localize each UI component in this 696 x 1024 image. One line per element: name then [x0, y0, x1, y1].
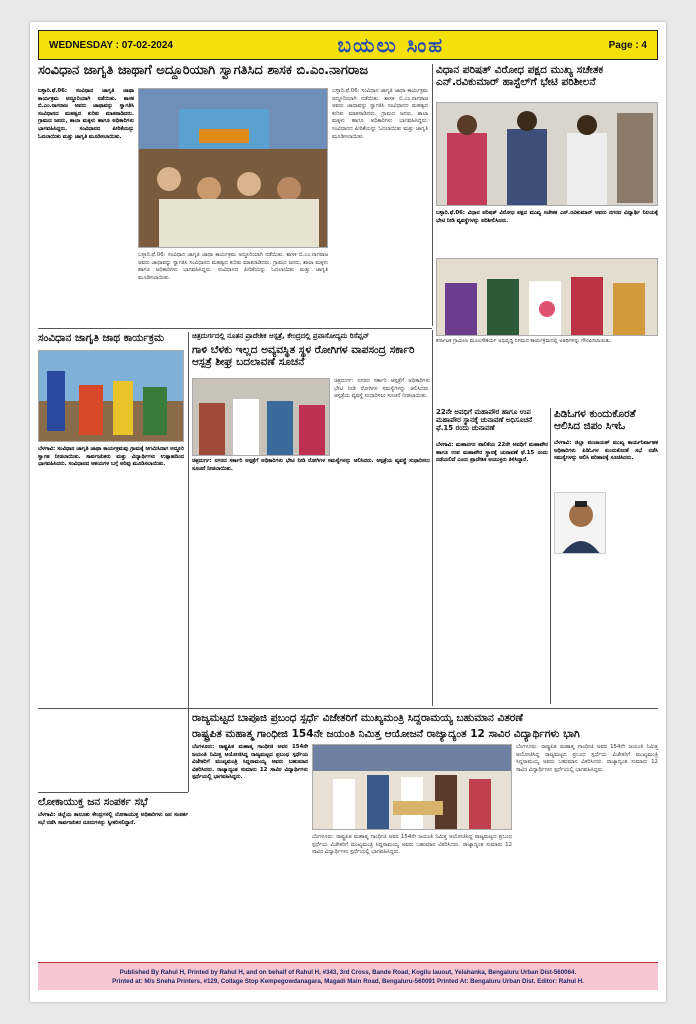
article-2-photo-1: [436, 102, 658, 206]
article-3-body: ಬೆಳಗಾವಿ: ಸಂವಿಧಾನ ಜಾಗೃತಿ ಜಾಥಾ ಕಾರ್ಯಕ್ರಮವು ಗ್ರಾಮಕ್ಕೆ ಆಗಮಿಸಿದಾಗ ಅದ್ದೂರಿ ಸ್ವಾಗತ ನೀಡಲಾಯಿತು. ಸಾರ್ವಜನಿಕರು ಮತ್ತು ವಿದ್ಯಾರ್ಥಿಗಳು ಉತ್ಸಾಹದಿಂದ ಭಾಗವಹಿಸಿದರು. ಸಂವಿಧಾನದ ಆಶಯಗಳ ಬಗ್ಗೆ ಅರಿವು ಮೂಡಿಸಲಾಯಿತು.: [38, 446, 184, 468]
article-6-headline: ಪಿಡಿಓಗಳ ಕುಂದುಕೊರತೆ ಆಲಿಸಿದ ಜಿಪಂ ಸಿಇಓ: [554, 408, 636, 433]
article-4-body-side: ಚಿತ್ರದುರ್ಗ: ನಗರದ ಸರ್ಕಾರಿ ಆಸ್ಪತ್ರೆಗೆ ಅಧಿಕಾರಿಗಳು ಭೇಟಿ ನೀಡಿ ರೋಗಿಗಳ ಸಮಸ್ಯೆಗಳನ್ನು ಆಲಿಸಿದರು. ಆಸ್ಪತ್ರೆಯ ವ್ಯವಸ್ಥೆ ಸುಧಾರಿಸಲು ಸೂಚನೆ ನೀಡಲಾಯಿತು.: [334, 378, 430, 400]
article-4-photo: [192, 378, 330, 456]
article-3-photo: [38, 350, 184, 442]
article-4-headline: ಗಾಳಿ ಬೆಳಕು ಇಲ್ಲದ ಅವ್ಯವಸ್ಥಿತ ಸ್ಥಳ ರೋಗಿಗಳ ವಾಪಸಂದ್ರ ಸರ್ಕಾರಿ ಆಸ್ಪತ್ರೆ ಶೀಘ್ರ ಬದಲಾವಣೆ ಸೂಚನೆ: [192, 344, 415, 369]
article-7-photo: [312, 744, 512, 830]
article-4-kicker: ಚಿತ್ರದುರ್ಗದಲ್ಲಿ ನೂತನ ಪ್ರಾದೇಶಿಕ ಆಸ್ಪತ್ರೆ, ಕೇಂದ್ರದಲ್ಲಿ ಪ್ರವಾಸೋದ್ಯಮ ರಿಸೆಪ್ಷನ್: [192, 332, 370, 340]
paper-title: ಬಯಲು ಸಿಂಹ: [337, 33, 445, 57]
article-3-headline: ಸಂವಿಧಾನ ಜಾಗೃತಿ ಜಾಥ ಕಾರ್ಯಕ್ರಮ: [38, 332, 165, 344]
article-5-body: ಬೆಳಗಾವಿ: ಮಹಾನಗರ ಪಾಲಿಕೆಯ 22ನೇ ಅವಧಿಗೆ ಮಹಾಪೌರ ಹಾಗೂ ಉಪ ಮಹಾಪೌರ ಸ್ಥಾನಕ್ಕೆ ಚುನಾವಣೆ ಫೆ.15 ರಂದು ನಡೆಯಲಿದೆ ಎಂದು ಪ್ರಾದೇಶಿಕ ಆಯುಕ್ತರು ತಿಳಿಸಿದ್ದಾರೆ.: [436, 442, 548, 464]
article-2-headline: ವಿಧಾನ ಪರಿಷತ್ ವಿರೋಧ ಪಕ್ಷದ ಮುಖ್ಯ ಸಚೇತಕ ಎನ್.ರವಿಕುಮಾರ್ ಹಾಸ್ಟೆಲ್‌ಗೆ ಭೇಟಿ ಪರಿಶೀಲನೆ: [436, 64, 604, 89]
newspaper-page: [30, 22, 666, 1002]
article-7-body-left: ಬೆಂಗಳೂರು: ರಾಷ್ಟ್ರಪಿತ ಮಹಾತ್ಮ ಗಾಂಧೀಜಿ ಅವರ 154ನೇ ಜಯಂತಿ ನಿಮಿತ್ತ ಆಯೋಜಿಸಿದ್ದ ರಾಜ್ಯಮಟ್ಟದ ಪ್ರಬಂಧ ಸ್ಪರ್ಧೆಯ ವಿಜೇತರಿಗೆ ಮುಖ್ಯಮಂತ್ರಿ ಸಿದ್ದರಾಮಯ್ಯ ಅವರು ಬಹುಮಾನ ವಿತರಿಸಿದರು. ರಾಜ್ಯಾದ್ಯಂತ ಸುಮಾರು 12 ಸಾವಿರ ವಿದ್ಯಾರ್ಥಿಗಳು ಸ್ಪರ್ಧೆಯಲ್ಲಿ ಭಾಗವಹಿಸಿದ್ದರು.: [192, 744, 308, 781]
article-1-photo: [138, 88, 328, 248]
article-7-body-right: ಬೆಂಗಳೂರು: ರಾಷ್ಟ್ರಪಿತ ಮಹಾತ್ಮ ಗಾಂಧೀಜಿ ಅವರ 154ನೇ ಜಯಂತಿ ನಿಮಿತ್ತ ಆಯೋಜಿಸಿದ್ದ ರಾಜ್ಯಮಟ್ಟದ ಪ್ರಬಂಧ ಸ್ಪರ್ಧೆಯ ವಿಜೇತರಿಗೆ ಮುಖ್ಯಮಂತ್ರಿ ಸಿದ್ದರಾಮಯ್ಯ ಅವರು ಬಹುಮಾನ ವಿತರಿಸಿದರು. ರಾಜ್ಯಾದ್ಯಂತ ಸುಮಾರು 12 ಸಾವಿರ ವಿದ್ಯಾರ್ಥಿಗಳು ಸ್ಪರ್ಧೆಯಲ್ಲಿ ಭಾಗವಹಿಸಿದ್ದರು.: [516, 744, 658, 773]
article-1-body-bottom: ಬಳ್ಳಾರಿ.ಫೆ.06: ಸಂವಿಧಾನ ಜಾಗೃತಿ ಜಾಥಾ ಕಾರ್ಯಕ್ರಮ ಅದ್ದೂರಿಯಾಗಿ ನಡೆಯಿತು. ಶಾಸಕ ಬಿ.ಎಂ.ನಾಗರಾಜ ಅವರು ಜಾಥಾವನ್ನು ಸ್ವಾಗತಿಸಿ ಸಂವಿಧಾನದ ಮಹತ್ವದ ಕುರಿತು ಮಾತನಾಡಿದರು. ಗ್ರಾಮದ ಜನರು, ಶಾಲಾ ಮಕ್ಕಳು ಹಾಗೂ ಅಧಿಕಾರಿಗಳು ಭಾಗವಹಿಸಿದ್ದರು. ಸಂವಿಧಾನದ ಪೀಠಿಕೆಯನ್ನು ಓದಲಾಯಿತು ಮತ್ತು ಜಾಗೃತಿ ಮೂಡಿಸಲಾಯಿತು.: [138, 252, 328, 281]
imprint-line-2: Printed at: M/s Sneha Printers, #129, Collage Stop Kempegowdanagara, Magadi Main Road, Bengaluru-560091 Printed At: Bengaluru Urban Dist. Editor: Rahul H.: [112, 977, 584, 985]
article-1-body-right: ಬಳ್ಳಾರಿ.ಫೆ.06: ಸಂವಿಧಾನ ಜಾಗೃತಿ ಜಾಥಾ ಕಾರ್ಯಕ್ರಮ ಅದ್ದೂರಿಯಾಗಿ ನಡೆಯಿತು. ಶಾಸಕ ಬಿ.ಎಂ.ನಾಗರಾಜ ಅವರು ಜಾಥಾವನ್ನು ಸ್ವಾಗತಿಸಿ ಸಂವಿಧಾನದ ಮಹತ್ವದ ಕುರಿತು ಮಾತನಾಡಿದರು. ಗ್ರಾಮದ ಜನರು, ಶಾಲಾ ಮಕ್ಕಳು ಹಾಗೂ ಅಧಿಕಾರಿಗಳು ಭಾಗವಹಿಸಿದ್ದರು. ಸಂವಿಧಾನದ ಪೀಠಿಕೆಯನ್ನು ಓದಲಾಯಿತು ಮತ್ತು ಜಾಗೃತಿ ಮೂಡಿಸಲಾಯಿತು.: [332, 88, 428, 140]
article-7-headline: ರಾಜ್ಯಮಟ್ಟದ ಬಾಪೂಜಿ ಪ್ರಬಂಧ ಸ್ಪರ್ಧೆ ವಿಜೇತರಿಗೆ ಮುಖ್ಯಮಂತ್ರಿ ಸಿದ್ದರಾಮಯ್ಯ ಬಹುಮಾನ ವಿತರಣೆ: [192, 712, 523, 724]
column-divider: [432, 330, 433, 706]
article-6-body: ಬೆಳಗಾವಿ: ಜಿಲ್ಲಾ ಪಂಚಾಯತ್ ಮುಖ್ಯ ಕಾರ್ಯನಿರ್ವಾಹಕ ಅಧಿಕಾರಿಗಳು ಪಿಡಿಓಗಳ ಕುಂದುಕೊರತೆ ಸಭೆ ನಡೆಸಿ ಸಮಸ್ಯೆಗಳನ್ನು ಆಲಿಸಿ ಪರಿಹಾರಕ್ಕೆ ಸೂಚಿಸಿದರು.: [554, 440, 658, 462]
article-4-body: ಚಿತ್ರದುರ್ಗ: ನಗರದ ಸರ್ಕಾರಿ ಆಸ್ಪತ್ರೆಗೆ ಅಧಿಕಾರಿಗಳು ಭೇಟಿ ನೀಡಿ ರೋಗಿಗಳ ಸಮಸ್ಯೆಗಳನ್ನು ಆಲಿಸಿದರು. ಆಸ್ಪತ್ರೆಯ ವ್ಯವಸ್ಥೆ ಸುಧಾರಿಸಲು ಸೂಚನೆ ನೀಡಲಾಯಿತು.: [192, 458, 430, 472]
imprint-footer: [38, 962, 658, 990]
article-2-caption: ಕರ್ನಾಟಕ ಗ್ರಾಮೀಣ ಮೂಲಸೌಕರ್ಯ ಅಭಿವೃದ್ಧಿ ನಿಗಮದ ಕಾರ್ಯಕ್ರಮದಲ್ಲಿ ಅತಿಥಿಗಳನ್ನು ಗೌರವಿಸಲಾಯಿತು.: [436, 338, 612, 344]
article-1-body-left: ಬಳ್ಳಾರಿ.ಫೆ.06: ಸಂವಿಧಾನ ಜಾಗೃತಿ ಜಾಥಾ ಕಾರ್ಯಕ್ರಮ ಅದ್ದೂರಿಯಾಗಿ ನಡೆಯಿತು. ಶಾಸಕ ಬಿ.ಎಂ.ನಾಗರಾಜ ಅವರು ಜಾಥಾವನ್ನು ಸ್ವಾಗತಿಸಿ ಸಂವಿಧಾನದ ಮಹತ್ವದ ಕುರಿತು ಮಾತನಾಡಿದರು. ಗ್ರಾಮದ ಜನರು, ಶಾಲಾ ಮಕ್ಕಳು ಹಾಗೂ ಅಧಿಕಾರಿಗಳು ಭಾಗವಹಿಸಿದ್ದರು. ಸಂವಿಧಾನದ ಪೀಠಿಕೆಯನ್ನು ಓದಲಾಯಿತು ಮತ್ತು ಜಾಗೃತಿ ಮೂಡಿಸಲಾಯಿತು.: [38, 88, 134, 140]
column-divider: [188, 332, 189, 792]
issue-date: WEDNESDAY : 07-02-2024: [49, 39, 173, 51]
section-divider: [38, 708, 658, 709]
section-divider: [38, 328, 432, 329]
column-divider: [432, 64, 433, 326]
article-8-body: ಬೆಳಗಾವಿ: ಜಿಲ್ಲೆಯ ತಾಲೂಕು ಕೇಂದ್ರಗಳಲ್ಲಿ ಲೋಕಾಯುಕ್ತ ಅಧಿಕಾರಿಗಳು ಜನ ಸಂಪರ್ಕ ಸಭೆ ನಡೆಸಿ ಸಾರ್ವಜನಿಕರ ದೂರುಗಳನ್ನು ಸ್ವೀಕರಿಸಲಿದ್ದಾರೆ.: [38, 812, 188, 826]
article-5-headline: 22ನೇ ಅವಧಿಗೆ ಮಹಾಪೌರ ಹಾಗೂ ಉಪ ಮಹಾಪೌರ ಸ್ಥಾನಕ್ಕೆ ಚುನಾವಣೆ ಅಧಿಸೂಚನೆ ಫೆ.15 ರಂದು ಚುನಾವಣೆ: [436, 408, 533, 433]
article-7-subheadline: ರಾಷ್ಟ್ರಪಿತ ಮಹಾತ್ಮ ಗಾಂಧೀಜಿ 154ನೇ ಜಯಂತಿ ನಿಮಿತ್ತ ಆಯೋಜನೆ ರಾಜ್ಯಾದ್ಯಂತ 12 ಸಾವಿರ ವಿದ್ಯಾರ್ಥಿಗಳು ಭಾಗಿ: [192, 728, 580, 740]
article-1-headline: ಸಂವಿಧಾನ ಜಾಗೃತಿ ಜಾಥಾಗೆ ಅದ್ದೂರಿಯಾಗಿ ಸ್ವಾಗತಿಸಿದ ಶಾಸಕ ಬಿ.ಎಂ.ನಾಗರಾಜ: [38, 64, 369, 78]
imprint-line-1: Published By Rahul H, Printed by Rahul H, and on behalf of Rahul H, #343, 3rd Cross, Bande Road, Kogilu lauout, Yelahanka, Bengaluru Urban Dist-560064.: [119, 968, 577, 976]
article-7-body-middle: ಬೆಂಗಳೂರು: ರಾಷ್ಟ್ರಪಿತ ಮಹಾತ್ಮ ಗಾಂಧೀಜಿ ಅವರ 154ನೇ ಜಯಂತಿ ನಿಮಿತ್ತ ಆಯೋಜಿಸಿದ್ದ ರಾಜ್ಯಮಟ್ಟದ ಪ್ರಬಂಧ ಸ್ಪರ್ಧೆಯ ವಿಜೇತರಿಗೆ ಮುಖ್ಯಮಂತ್ರಿ ಸಿದ್ದರಾಮಯ್ಯ ಅವರು ಬಹುಮಾನ ವಿತರಿಸಿದರು. ರಾಜ್ಯಾದ್ಯಂತ ಸುಮಾರು 12 ಸಾವಿರ ವಿದ್ಯಾರ್ಥಿಗಳು ಸ್ಪರ್ಧೆಯಲ್ಲಿ ಭಾಗವಹಿಸಿದ್ದರು.: [312, 834, 512, 856]
crowd-photo-illustration: [139, 89, 328, 248]
column-divider: [550, 408, 551, 704]
article-2-photo-2: [436, 258, 658, 336]
masthead: [38, 30, 658, 60]
section-divider: [38, 792, 188, 793]
article-2-body: ಬಳ್ಳಾರಿ.ಫೆ.06: ವಿಧಾನ ಪರಿಷತ್ ವಿರೋಧ ಪಕ್ಷದ ಮುಖ್ಯ ಸಚೇತಕ ಎನ್.ರವಿಕುಮಾರ್ ಅವರು ನಗರದ ವಿದ್ಯಾರ್ಥಿ ನಿಲಯಕ್ಕೆ ಭೇಟಿ ನೀಡಿ ವ್ಯವಸ್ಥೆಗಳನ್ನು ಪರಿಶೀಲಿಸಿದರು.: [436, 210, 658, 224]
page-number: Page : 4: [608, 39, 647, 51]
article-8-headline: ಲೋಕಾಯುಕ್ತ ಜನ ಸಂಪರ್ಕ ಸಭೆ: [38, 796, 148, 808]
